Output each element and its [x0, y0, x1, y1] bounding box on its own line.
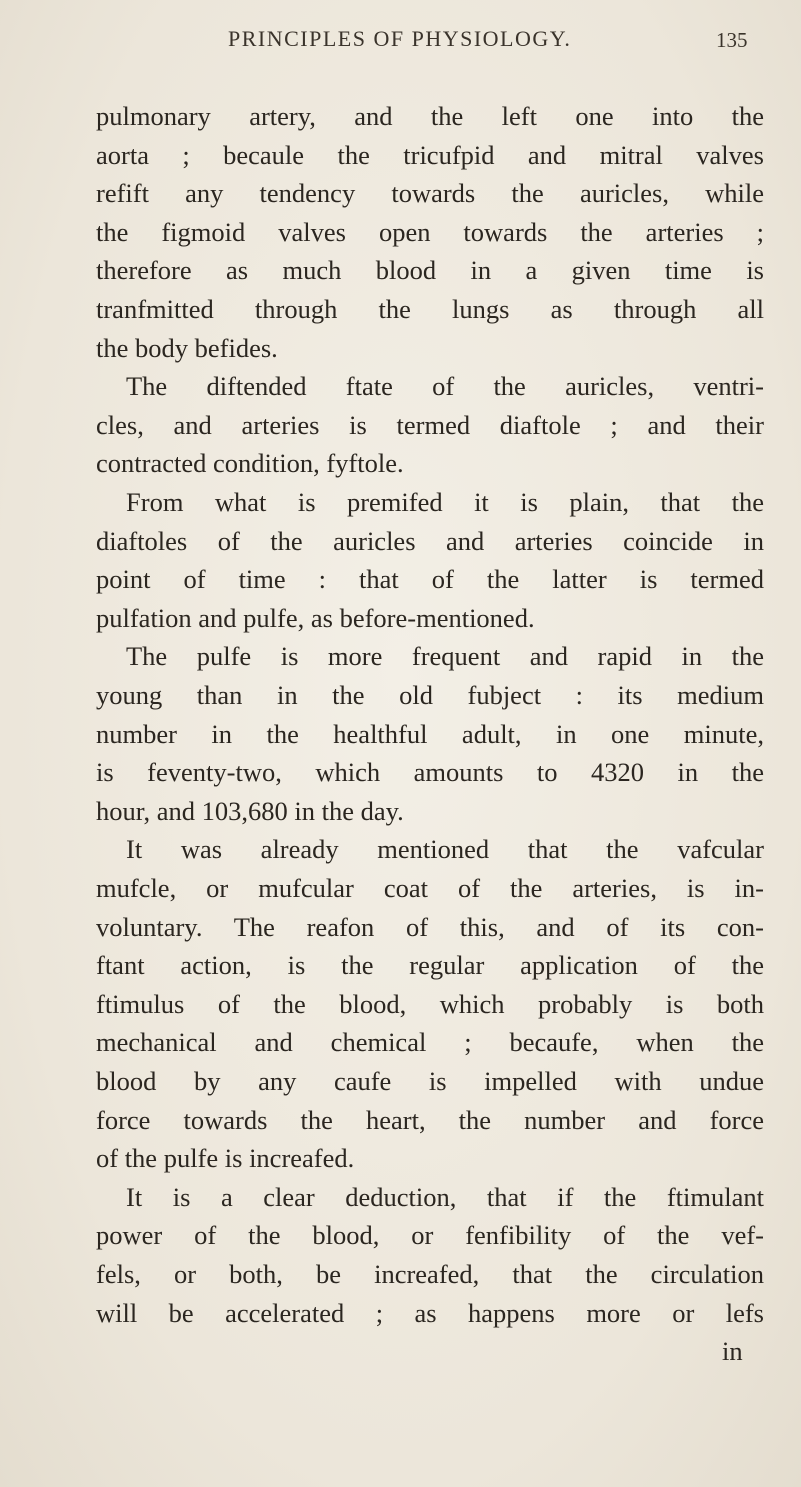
text-line: hour, and 103,680 in the day.: [96, 795, 404, 826]
text-line: aorta ; becaule the tricufpid and mitral valves: [96, 139, 764, 170]
text-line: pulmonary artery, and the left one into the: [96, 101, 764, 131]
text-line: power of the blood, or fenfibility of the vef-: [96, 1220, 764, 1251]
text-line: the figmoid valves open towards the arteries ;: [96, 216, 764, 247]
text-line: number in the healthful adult, in one minute,: [96, 718, 764, 749]
text-line: voluntary. The reafon of this, and of its con-: [96, 911, 764, 942]
text-line: of the pulfe is increafed.: [96, 1143, 355, 1174]
text-line: pulfation and pulfe, as before-mentioned.: [96, 602, 535, 633]
text-line: It was already mentioned that the vafcular: [126, 834, 764, 865]
text-line: is feventy-two, which amounts to 4320 in the: [96, 757, 764, 788]
text-line: The pulfe is more frequent and rapid in the: [126, 641, 764, 672]
text-line: young than in the old fubject : its medium: [96, 680, 764, 710]
running-title: PRINCIPLES OF PHYSIOLOGY.: [228, 26, 572, 51]
text-line: mufcle, or mufcular coat of the arteries, is in-: [96, 873, 764, 903]
text-line: diaftoles of the auricles and arteries coincide in: [96, 525, 764, 556]
text-line: therefore as much blood in a given time is: [96, 255, 764, 286]
text-line: ftimulus of the blood, which probably is both: [96, 988, 764, 1019]
text-line: ftant action, is the regular application of the: [96, 950, 764, 981]
text-line: force towards the heart, the number and force: [96, 1104, 764, 1135]
text-line: refift any tendency towards the auricles, while: [96, 178, 764, 209]
text-line: cles, and arteries is termed diaftole ; and their: [96, 409, 764, 440]
text-line: mechanical and chemical ; becaufe, when the: [96, 1027, 764, 1058]
text-line: It is a clear deduction, that if the ftimulant: [126, 1181, 764, 1212]
text-line: From what is premifed it is plain, that the: [126, 487, 764, 517]
text-line: tranfmitted through the lungs as through all: [96, 294, 764, 324]
text-line: blood by any caufe is impelled with undue: [96, 1066, 764, 1096]
text-line: The diftended ftate of the auricles, ventri-: [126, 371, 764, 402]
text-line: fels, or both, be increafed, that the circulation: [96, 1259, 764, 1289]
text-line: the body befides.: [96, 332, 278, 363]
running-head: [0, 22, 801, 62]
text-line: will be accelerated ; as happens more or lefs: [96, 1297, 764, 1328]
text-line: contracted condition, fyftole.: [96, 448, 404, 479]
text-line: point of time : that of the latter is termed: [96, 564, 764, 595]
catchword: in: [722, 1336, 743, 1367]
page-number: 135: [716, 28, 748, 52]
